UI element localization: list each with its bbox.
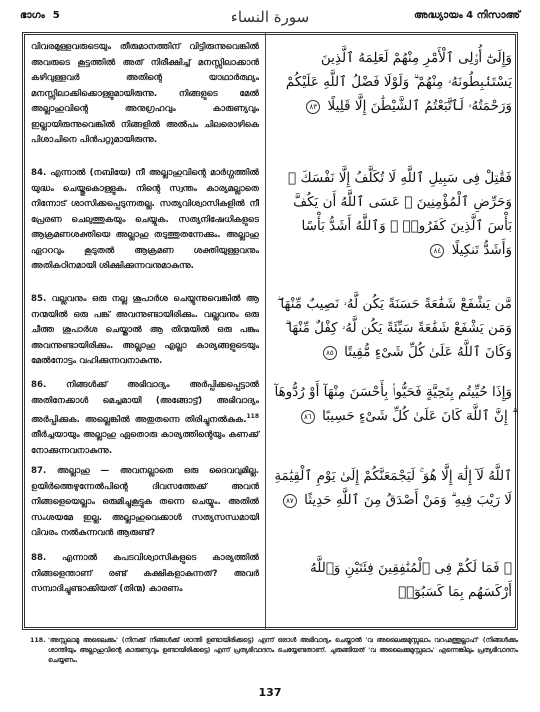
verse-number-marker: ٨٦ xyxy=(301,410,315,424)
translation-paragraph: 88. എന്നാൽ കപടവിശ്വാസികളുടെ കാര്യത്തിൽ നിങ്ങളെന്താണ് രണ്ട് കക്ഷികളാകുന്നത്? അവർ സമ്പാദിച്ചുണ്ടാക്കിയത് (തിന്മ) കാരണം xyxy=(31,553,259,594)
chapter-title: അദ്ധ്യായം 4 നിസാഅ് xyxy=(414,10,520,21)
surah-title: سورة النساء xyxy=(230,8,310,26)
paragraph-text: 86. നിങ്ങൾക്ക് അഭിവാദ്യം അർപ്പിക്കപ്പെട്ടാൽ അതിനേക്കാൾ മെച്ചമായി (അങ്ങോട്ട്) അഭിവാദ്യം അർപ്പിക്കുക. അല്ലെങ്കിൽ അതുതന്നെ തിരിച്ചുനൽകുക. xyxy=(31,380,259,425)
verse-number-marker: ٨٤ xyxy=(430,244,444,258)
page-number: 137 xyxy=(258,686,282,699)
paragraph-text-continued: തീർച്ചയായും അല്ലാഹു ഏതൊരു കാര്യത്തിന്റെയും കണക്ക് നോക്കുന്നവനാകുന്നു. xyxy=(31,430,259,456)
verse-text: وَإِذَا حُيِّيتُم بِتَحِيَّةٍ فَحَيُّوا۟ بِأَحْسَنَ مِنْهَآ أَوْ رُدُّوهَآ ۗ إِنَّ ٱللَّهَ كَانَ عَلَىٰ كُلِّ شَىْءٍ حَسِيبًا xyxy=(274,384,512,424)
part-number: 5 xyxy=(52,10,60,21)
verse-text: ۞ فَمَا لَكُمْ فِى ٱلْمُنَٰفِقِينَ فِئَتَيْنِ وَٱللَّهُ أَرْكَسَهُم بِمَا كَسَبُوٓا۟ xyxy=(310,560,512,600)
arabic-verse xyxy=(272,380,512,428)
footnote-text: 'അസ്സലാമു അലൈക്കും' (നിനക്ക് നിങ്ങൾക്ക് ശാന്തി ഉണ്ടായിരിക്കട്ടെ) എന്ന് ഒരാൾ അഭിവാദ്യം ചെയ്താൽ 'വ അലൈക്കുമുസ്സലാം വറഹ്മത്തുല്ലാഹ്' (നിങ്ങൾക്കും ശാന്തിയും അല്ലാഹുവിന്റെ കാരുണ്യവും ഉണ്ടായിരിക്കട്ടെ) എന്ന് പ്രത്യഭിവാദനം ചെയ്യേണ്ടതാണ്. ചുരുങ്ങിയത് 'വ അലൈക്കുമുസ്സലാം' എന്നെങ്കിലും പ്രത്യഭിവാദനം ചെയ്യണം. xyxy=(48,637,518,664)
part-label: ഭാഗം xyxy=(20,10,45,21)
arabic-verse xyxy=(272,292,512,364)
page-header xyxy=(20,8,520,28)
arabic-verse xyxy=(272,556,512,604)
verse-text: ٱللَّهُ لَآ إِلَٰهَ إِلَّا هُوَ ۚ لَيَجْمَعَنَّكُمْ إِلَىٰ يَوْمِ ٱلْقِيَٰمَةِ لَا رَيْبَ فِيهِ ۗ وَمَنْ أَصْدَقُ مِنَ ٱللَّهِ حَدِيثًا xyxy=(274,468,512,508)
verse-number-marker: ٨٣ xyxy=(306,100,320,114)
footnote-number: 118. xyxy=(30,637,46,644)
arabic-verse xyxy=(272,166,512,262)
translation-paragraph xyxy=(31,378,259,459)
column-divider xyxy=(265,32,266,630)
translation-paragraph: 84. എന്നാൽ (നബിയേ) നീ അല്ലാഹുവിന്റെ മാർഗ്ഗത്തിൽ യുദ്ധം ചെയ്തുകൊള്ളുക. നിന്റെ സ്വന്തം കാര്യമല്ലാതെ നിന്നോട് ശാസിക്കപ്പെടുന്നതല്ല. സത്യവിശ്വാസികളിൽ നീ പ്രേരണ ചെലുത്തുകയും ചെയ്യുക. സത്യനിഷേധികളുടെ ആക്രമണശക്തിയെ അല്ലാഹു തടുത്തുതന്നേക്കും. അല്ലാഹു ഏററവും കൂടുതൽ ആക്രമണ ശക്തിയുള്ളവനും അതികഠിനമായി ശിക്ഷിക്കുന്നവനുമാകുന്നു. xyxy=(31,168,259,271)
footnote xyxy=(30,636,518,666)
translation-paragraph: വിവരമുള്ളവരുടെയും തീരുമാനത്തിന് വിട്ടിരുന്നുവെങ്കിൽ അവരുടെ കൂട്ടത്തിൽ അത് നിരീക്ഷിച്ച് മനസ്സിലാക്കാൻ കഴിവുള്ളവർ അതിന്റെ യാഥാർത്ഥ്യം മനസ്സിലാക്കിക്കൊള്ളുമായിരുന്നു. നിങ്ങളുടെ മേൽ അല്ലാഹുവിന്റെ അനുഗ്രഹവും കാരുണ്യവും ഇല്ലായിരുന്നുവെങ്കിൽ നിങ്ങളിൽ അൽപം ചിലരൊഴികെ പിശാചിനെ പിൻപറ്റുമായിരുന്നു. xyxy=(31,42,259,145)
verse-number-marker: ٨٥ xyxy=(323,346,337,360)
verse-text: مَّن يَشْفَعْ شَفَٰعَةً حَسَنَةً يَكُن لَّهُۥ نَصِيبٌ مِّنْهَا ۖ وَمَن يَشْفَعْ شَفَٰعَةً سَيِّئَةً يَكُن لَّهُۥ كِفْلٌ مِّنْهَا ۗ وَكَانَ ٱللَّهُ عَلَىٰ كُلِّ شَىْءٍ مُّقِيتًا xyxy=(277,296,512,360)
verse-text: فَقَٰتِلْ فِى سَبِيلِ ٱللَّهِ لَا تُكَلَّفُ إِلَّا نَفْسَكَ ۚ وَحَرِّضِ ٱلْمُؤْمِنِينَ ۖ عَسَى ٱللَّهُ أَن يَكُفَّ بَأْسَ ٱلَّذِينَ كَفَرُوا۟ ۚ وَٱللَّهُ أَشَدُّ بَأْسًا وَأَشَدُّ تَنكِيلًا xyxy=(288,170,512,258)
arabic-verse xyxy=(272,46,512,118)
arabic-verse xyxy=(272,464,512,512)
verse-number-marker: ٨٧ xyxy=(283,494,297,508)
translation-paragraph: 87. അല്ലാഹു — അവനല്ലാതെ ഒരു ദൈവവുമില്ല. ഉയിർത്തെഴുന്നേൽപിന്റെ ദിവസത്തേക്ക് അവൻ നിങ്ങളെയെല്ലാം ഒരുമിച്ചുകൂട്ടുക തന്നെ ചെയ്യും. അതിൽ സംശയമേ ഇല്ല. അല്ലാഹുവെക്കാൾ സത്യസന്ധമായി വിവരം നൽകുന്നവൻ ആരുണ്ട്? xyxy=(31,466,259,538)
part-indicator xyxy=(20,10,60,21)
verse-text: وَإِلَىٰٓ أُو۟لِى ٱلْأَمْرِ مِنْهُمْ لَعَلِمَهُ ٱلَّذِينَ يَسْتَنۢبِطُونَهُۥ مِنْهُمْ ۗ وَلَوْلَا فَضْلُ ٱللَّهِ عَلَيْكُمْ وَرَحْمَتُهُۥ لَٱتَّبَعْتُمُ ٱلشَّيْطَٰنَ إِلَّا قَلِيلًا xyxy=(285,50,512,114)
footnote-ref: 118 xyxy=(246,413,259,420)
translation-paragraph: 85. വല്ലവനും ഒരു നല്ല ശുപാർശ ചെയ്യുന്നുവെങ്കിൽ ആ നന്മയിൽ ഒരു പങ്ക് അവന്നുണ്ടായിരിക്കും. വല്ലവനും ഒരു ചീത്ത ശുപാർശ ചെയ്താൽ ആ തിന്മയിൽ ഒരു പങ്കും അവന്നുണ്ടായിരിക്കും. അല്ലാഹു എല്ലാ കാര്യങ്ങളുടെയും മേൽനോട്ടം വഹിക്കുന്നവനാകുന്നു. xyxy=(31,294,259,366)
